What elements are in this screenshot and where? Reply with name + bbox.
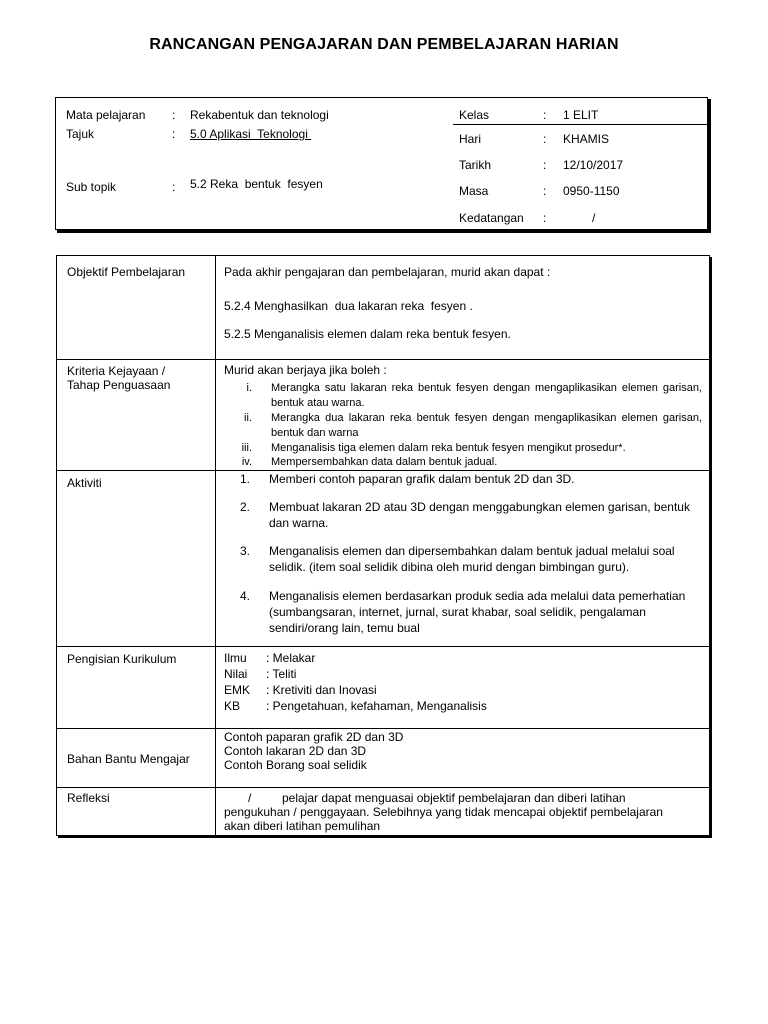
label-mata-pelajaran: Mata pelajaran [66,108,146,122]
colon: : [543,184,547,198]
value-kedatangan: / [592,211,596,225]
value-tajuk: 5.0 Aplikasi Teknologi [190,127,312,141]
item-text: Membuat lakaran 2D atau 3D dengan menggabungkan elemen garisan, bentuk dan warna. [269,500,690,530]
item-key: Nilai [224,667,248,681]
kriteria-item [228,441,702,456]
row-divider [56,728,710,729]
colon: : [543,158,547,172]
column-divider [215,255,216,836]
item-number: iv. [241,456,252,468]
kriteria-intro: Murid akan berjaya jika boleh : [224,363,387,377]
right-field-underline [453,229,710,232]
row-divider [56,359,710,360]
label-kelas: Kelas [459,108,490,122]
item-key: KB [224,699,241,713]
table-shadow-right [710,257,712,838]
label-sub-topik: Sub topik [66,180,117,194]
kriteria-item [228,381,702,411]
item-text: Menganalisis elemen berdasarkan produk sedia ada melalui data pemerhatian (sumbangsaran, internet, jurnal, surat khabar, soal selidik, pengalaman sendiri/orang lain, temu bual [269,589,686,635]
item-number: 4. [240,589,251,603]
item-text: Merangka dua lakaran reka bentuk fesyen dengan mengaplikasikan elemen garisan, bentuk dan warna [271,412,702,439]
refleksi-line: pengukuhan / penggayaan. Selebihnya yang tidak mencapai objektif pembelajaran [224,805,663,819]
value-mata-pelajaran: Rekabentuk dan teknologi [190,108,329,122]
kriteria-item [228,411,702,441]
bahan-item: Contoh Borang soal selidik [224,758,367,772]
item-number: iii. [241,442,252,454]
row-label-refleksi: Refleksi [67,791,110,805]
label-masa: Masa [459,184,489,198]
label-hari: Hari [459,132,482,146]
refleksi-slash: / [248,791,252,805]
header-shadow-right [708,99,711,232]
table-shadow-bottom [58,836,712,838]
item-text: Menganalisis tiga elemen dalam reka bentuk fesyen mengikut prosedur*. [271,442,626,454]
value-hari: KHAMIS [563,132,610,146]
row-label-kurikulum: Pengisian Kurikulum [67,652,177,666]
label-kedatangan: Kedatangan [459,211,524,225]
item-number: 3. [240,544,251,558]
objektif-intro: Pada akhir pengajaran dan pembelajaran, murid akan dapat : [224,265,551,279]
item-number: ii. [244,412,252,424]
kriteria-item [228,455,702,470]
row-label-kriteria: Tahap Penguasaan [67,378,171,392]
item-value: : Melakar [266,651,316,665]
item-text: Merangka satu lakaran reka bentuk fesyen dengan mengaplikasikan elemen garisan, bentuk atau warna. [271,382,702,409]
refleksi-line: akan diberi latihan pemulihan [224,819,381,833]
bahan-item: Contoh lakaran 2D dan 3D [224,744,367,758]
value-masa: 0950-1150 [563,184,620,198]
item-value: : Kretiviti dan Inovasi [266,683,377,697]
document-title: RANCANGAN PENGAJARAN DAN PEMBELAJARAN HARIAN [149,36,619,53]
item-number: 2. [240,500,251,514]
value-sub-topik: 5.2 Reka bentuk fesyen [190,177,323,191]
label-tarikh: Tarikh [459,158,492,172]
row-label-bahan: Bahan Bantu Mengajar [67,752,190,766]
refleksi-line: pelajar dapat menguasai objektif pembelajaran dan diberi latihan [282,791,626,805]
row-label-aktiviti: Aktiviti [67,476,102,490]
bahan-item: Contoh paparan grafik 2D dan 3D [224,730,404,744]
colon: : [543,108,547,122]
left-field-underline [57,229,183,232]
row-label-objektif: Objektif Pembelajaran [67,265,186,279]
objektif-item: 5.2.4 Menghasilkan dua lakaran reka fesyen . [224,299,473,313]
item-key: Ilmu [224,651,247,665]
item-text: Mempersembahkan data dalam bentuk jadual. [271,456,498,468]
colon: : [172,108,176,122]
item-text: Memberi contoh paparan grafik dalam bentuk 2D dan 3D. [269,472,575,486]
label-tajuk: Tajuk [66,127,95,141]
item-value: : Pengetahuan, kefahaman, Menganalisis [266,699,487,713]
value-kelas: 1 ELIT [563,108,599,122]
row-divider [56,646,710,647]
colon: : [543,211,547,225]
item-text: Menganalisis elemen dan dipersembahkan dalam bentuk jadual melalui soal selidik. (item soal selidik dibina oleh murid dengan bimbingan guru). [269,544,675,574]
item-key: EMK [224,683,251,697]
item-value: : Teliti [266,667,297,681]
objektif-item: 5.2.5 Menganalisis elemen dalam reka bentuk fesyen. [224,327,511,341]
colon: : [543,132,547,146]
kelas-underline [453,124,710,125]
colon: : [172,180,176,194]
value-tarikh: 12/10/2017 [563,158,624,172]
colon: : [172,127,176,141]
item-number: i. [246,382,252,394]
item-number: 1. [240,472,251,486]
row-divider [56,787,710,788]
row-label-kriteria: Kriteria Kejayaan / [67,364,166,378]
